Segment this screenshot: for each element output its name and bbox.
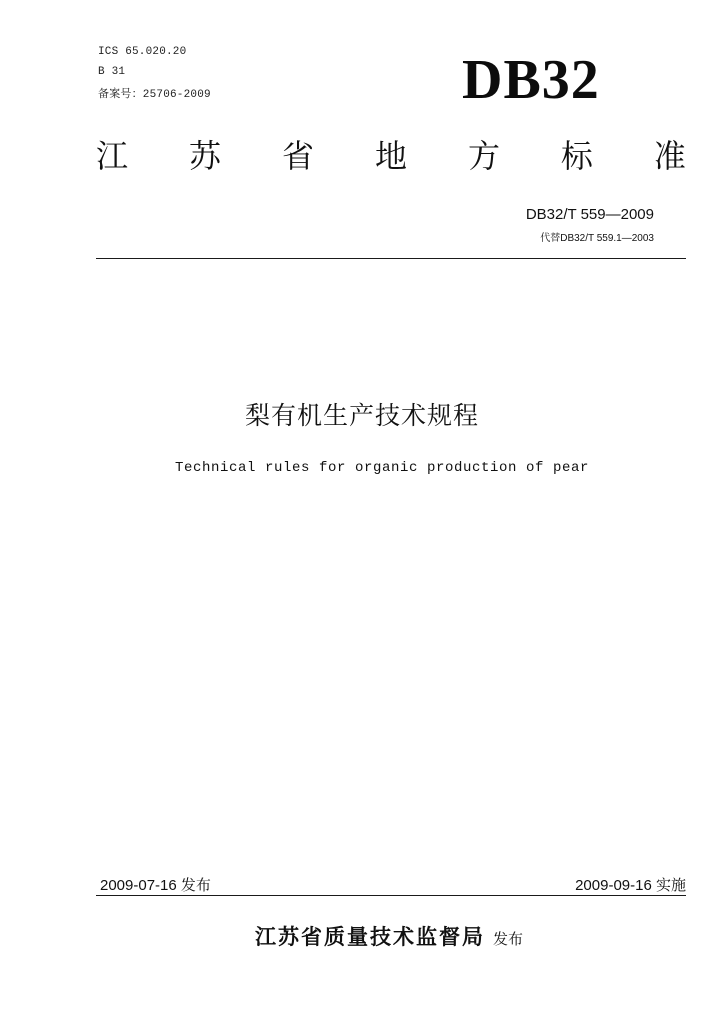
standard-type-char: 地 [374,137,407,175]
publisher [0,921,724,951]
ccs-code: B 31 [98,66,126,78]
standard-type-char: 准 [653,137,686,175]
db32-logo: DB32 [462,49,600,111]
document-title-en: Technical rules for organic production of pear [174,460,590,476]
footer-divider [96,895,686,896]
replaces-standard: 代替DB32/T 559.1—2003 [540,233,654,244]
standard-number: DB32/T 559—2009 [525,206,654,223]
header-divider [96,258,686,259]
release-date: 2009-07-16 发布 [100,877,211,894]
standard-type-char: 江 [96,137,129,175]
standard-type-char: 方 [467,137,500,175]
publisher-suffix: 发布 [492,930,523,948]
implementation-date: 2009-09-16 实施 [575,877,686,894]
ics-code: ICS 65.020.20 [98,46,187,58]
document-title-cn: 梨有机生产技术规程 [244,401,479,430]
publisher-name: 江苏省质量技术监督局 [254,925,485,949]
record-number: 备案号：25706-2009 [98,89,211,101]
standard-type-char: 省 [281,137,314,175]
standard-type-char: 标 [560,137,593,175]
standard-type-title [96,137,686,175]
standard-type-char: 苏 [188,137,221,175]
